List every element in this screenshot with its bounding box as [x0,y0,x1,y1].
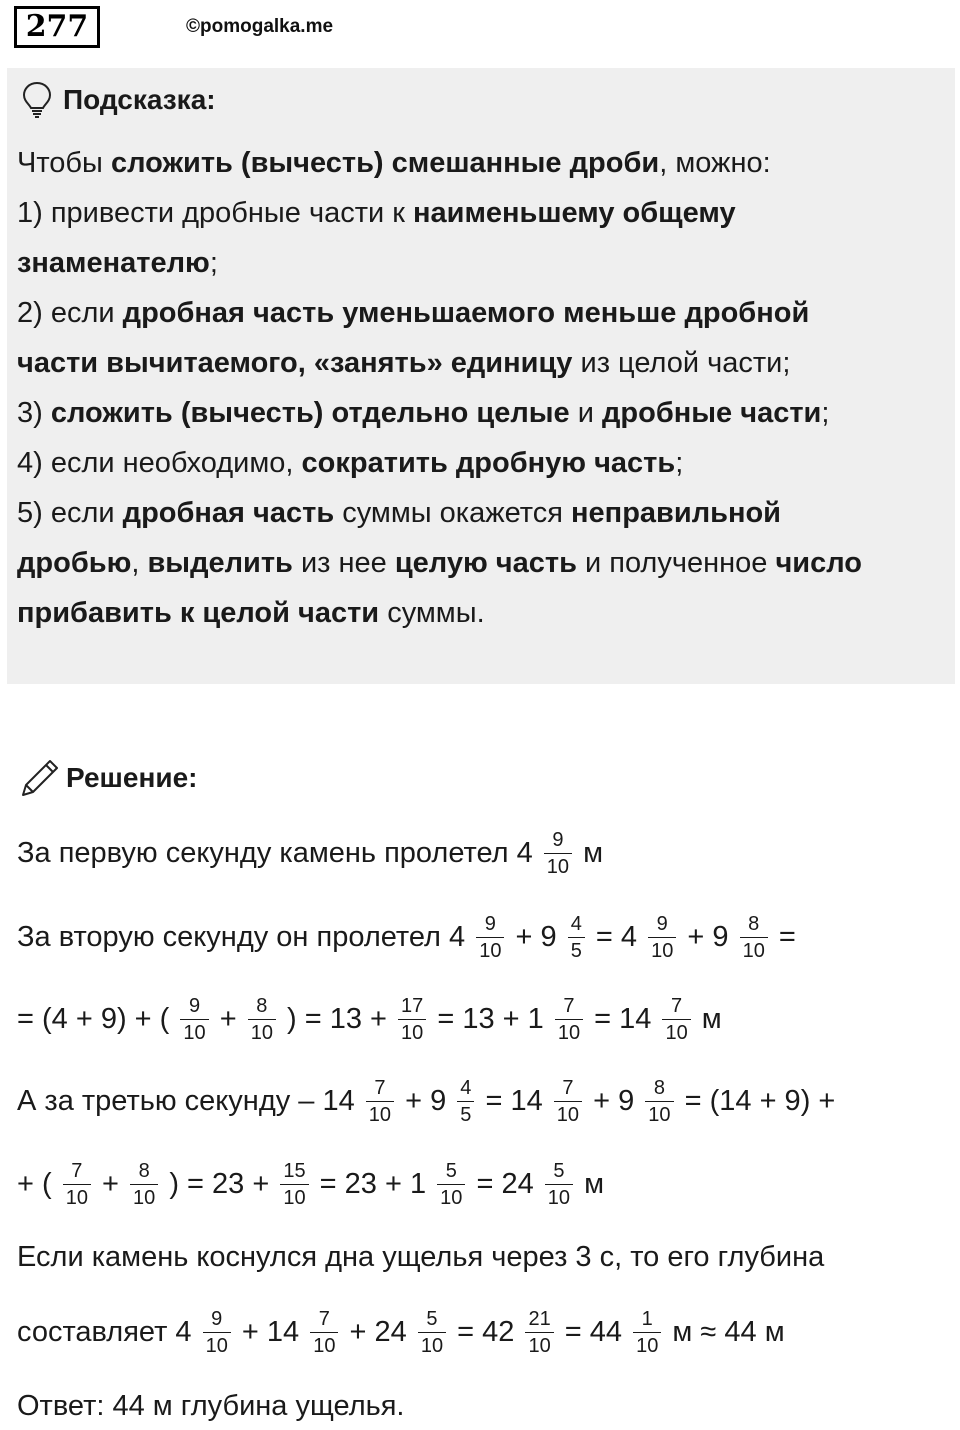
text: суммы. [379,597,485,629]
text: и [569,397,603,429]
lightbulb-icon [21,81,53,119]
numerator: 17 [401,994,424,1017]
text: из целой части; [572,347,791,379]
numerator: 9 [484,912,496,935]
numerator: 7 [71,1159,83,1182]
fraction [280,1161,308,1208]
fraction [662,996,690,1043]
denominator: 10 [203,1332,231,1356]
fraction [203,1309,231,1356]
hint-line [17,388,947,438]
text: + ( [17,1167,60,1200]
denominator: 10 [645,1101,673,1125]
denominator: 10 [476,937,504,961]
text: = 4 [587,920,646,953]
fraction [130,1161,158,1208]
fraction [648,914,676,961]
text: = [770,920,796,953]
hint-line [17,138,947,188]
text: ) = 13 + [278,1002,396,1035]
denominator: 10 [740,937,768,961]
text: м [693,1002,722,1035]
text: = 42 [449,1315,523,1348]
hint-text [17,138,947,638]
solution-line [17,914,796,961]
denominator: 10 [366,1101,394,1125]
solution-line [17,1240,825,1273]
fraction [63,1161,91,1208]
fraction [437,1161,465,1208]
text: суммы окажется [334,497,572,529]
text: = (14 + 9) + [676,1084,836,1117]
fraction [633,1309,661,1356]
denominator: 10 [545,1184,573,1208]
bold-text: части вычитаемого, «занять» единицу [17,347,573,379]
text: составляет 4 [17,1315,200,1348]
hint-box [7,68,955,684]
solution-header [20,756,197,800]
hint-header [21,80,216,120]
denominator: 10 [248,1019,276,1043]
text: + 9 [507,920,565,953]
text: = (4 + 9) + ( [17,1002,178,1035]
hint-line [17,188,947,238]
solution-line [17,830,603,877]
text: Если камень коснулся дна ущелья через 3 с, то его глубина [17,1240,825,1273]
denominator: 10 [437,1184,465,1208]
solution-line [17,996,722,1043]
numerator: 21 [528,1307,551,1330]
numerator: 7 [671,994,683,1017]
text: из нее [292,547,395,579]
hint-line [17,588,947,638]
bold-text: сложить (вычесть) отдельно целые [50,397,570,429]
denominator: 10 [555,1019,583,1043]
text: ; [675,447,684,479]
text: ) = 23 + [161,1167,278,1200]
numerator: 9 [211,1307,223,1330]
text: + 9 [679,920,737,953]
denominator: 10 [544,853,572,877]
fraction [545,1161,573,1208]
text: + 9 [397,1084,455,1117]
numerator: 4 [570,912,582,935]
denominator: 10 [662,1019,690,1043]
hint-line [17,538,947,588]
fraction [310,1309,338,1356]
hint-line [17,488,947,538]
fraction [398,996,426,1043]
text: = 44 [556,1315,631,1348]
fraction [525,1309,553,1356]
solution-line [17,1389,405,1422]
denominator: 10 [398,1019,426,1043]
fraction [476,914,504,961]
numerator: 7 [374,1076,386,1099]
numerator: 8 [653,1076,665,1099]
fraction [554,1078,582,1125]
fraction [645,1078,673,1125]
text: + 9 [585,1084,643,1117]
text: , можно: [659,147,771,179]
solution-line [17,1161,604,1208]
text: 2) если [17,297,123,329]
denominator: 10 [633,1332,661,1356]
text: ; [821,397,830,429]
text: Чтобы [17,147,111,179]
fraction [544,830,572,877]
text: + 24 [341,1315,415,1348]
bold-text: целую часть [394,547,577,579]
numerator: 7 [563,994,575,1017]
text: За вторую секунду он пролетел 4 [17,920,474,953]
denominator: 10 [280,1184,308,1208]
text: 5) если [17,497,123,529]
denominator: 10 [418,1332,446,1356]
text: + [211,1002,245,1035]
bold-text: дробью [17,547,132,579]
fraction [740,914,768,961]
bold-text: сложить (вычесть) смешанные дроби [110,147,660,179]
text: 3) [17,397,51,429]
text: + 14 [233,1315,308,1348]
denominator: 10 [554,1101,582,1125]
text: ; [209,247,218,279]
fraction [418,1309,446,1356]
denominator: 10 [310,1332,338,1356]
bold-text: знаменателю [17,247,210,279]
hint-line [17,238,947,288]
fraction [180,996,208,1043]
bold-text: число [775,547,862,579]
text: и полученное [576,547,776,579]
text: = 14 [586,1002,660,1035]
bold-text: наименьшему общему [412,197,736,229]
text: = 14 [477,1084,551,1117]
numerator: 7 [318,1307,330,1330]
numerator: 8 [256,994,268,1017]
site-credit: ©pomogalka.me [186,16,334,37]
hint-title: Подсказка: [63,84,216,115]
numerator: 5 [445,1159,457,1182]
bold-text: прибавить к целой части [17,597,380,629]
bold-text: дробная часть уменьшаемого меньше дробной [122,297,810,329]
text: 1) привести дробные части к [17,197,413,229]
denominator: 10 [63,1184,91,1208]
text: Ответ: 44 м глубина ущелья. [17,1389,405,1422]
text: , [131,547,148,579]
task-number: 277 [14,6,100,48]
bold-text: дробные части [602,397,822,429]
numerator: 7 [562,1076,574,1099]
numerator: 1 [641,1307,653,1330]
hint-line [17,288,947,338]
bold-text: сократить дробную часть [301,447,676,479]
numerator: 5 [426,1307,438,1330]
numerator: 4 [460,1076,472,1099]
text: + [93,1167,128,1200]
solution-line [17,1309,785,1356]
text: м [575,836,604,869]
solution-title: Решение: [66,762,198,793]
bold-text: неправильной [571,497,781,529]
denominator: 10 [525,1332,553,1356]
text: = 24 [468,1167,542,1200]
text: А за третью секунду – 14 [17,1084,363,1117]
denominator: 10 [130,1184,158,1208]
fraction [457,1078,474,1125]
numerator: 8 [748,912,760,935]
denominator: 10 [648,937,676,961]
numerator: 9 [188,994,201,1017]
numerator: 5 [553,1159,565,1182]
numerator: 8 [138,1159,150,1182]
fraction [568,914,585,961]
text: = 13 + 1 [429,1002,552,1035]
text: м [576,1167,605,1200]
fraction [366,1078,394,1125]
text: = 23 + 1 [311,1167,435,1200]
denominator: 10 [180,1019,208,1043]
text: За первую секунду камень пролетел 4 [17,836,541,869]
denominator: 5 [568,937,585,961]
fraction [555,996,583,1043]
fraction [248,996,276,1043]
hint-line [17,338,947,388]
text: 4) если необходимо, [17,447,302,479]
text: м ≈ 44 м [664,1315,785,1348]
solution-line [17,1078,835,1125]
numerator: 9 [656,912,668,935]
bold-text: выделить [147,547,293,579]
numerator: 15 [283,1159,306,1182]
pencil-icon [20,758,60,798]
bold-text: дробная часть [122,497,335,529]
numerator: 9 [552,828,564,851]
denominator: 5 [457,1101,474,1125]
hint-line [17,438,947,488]
